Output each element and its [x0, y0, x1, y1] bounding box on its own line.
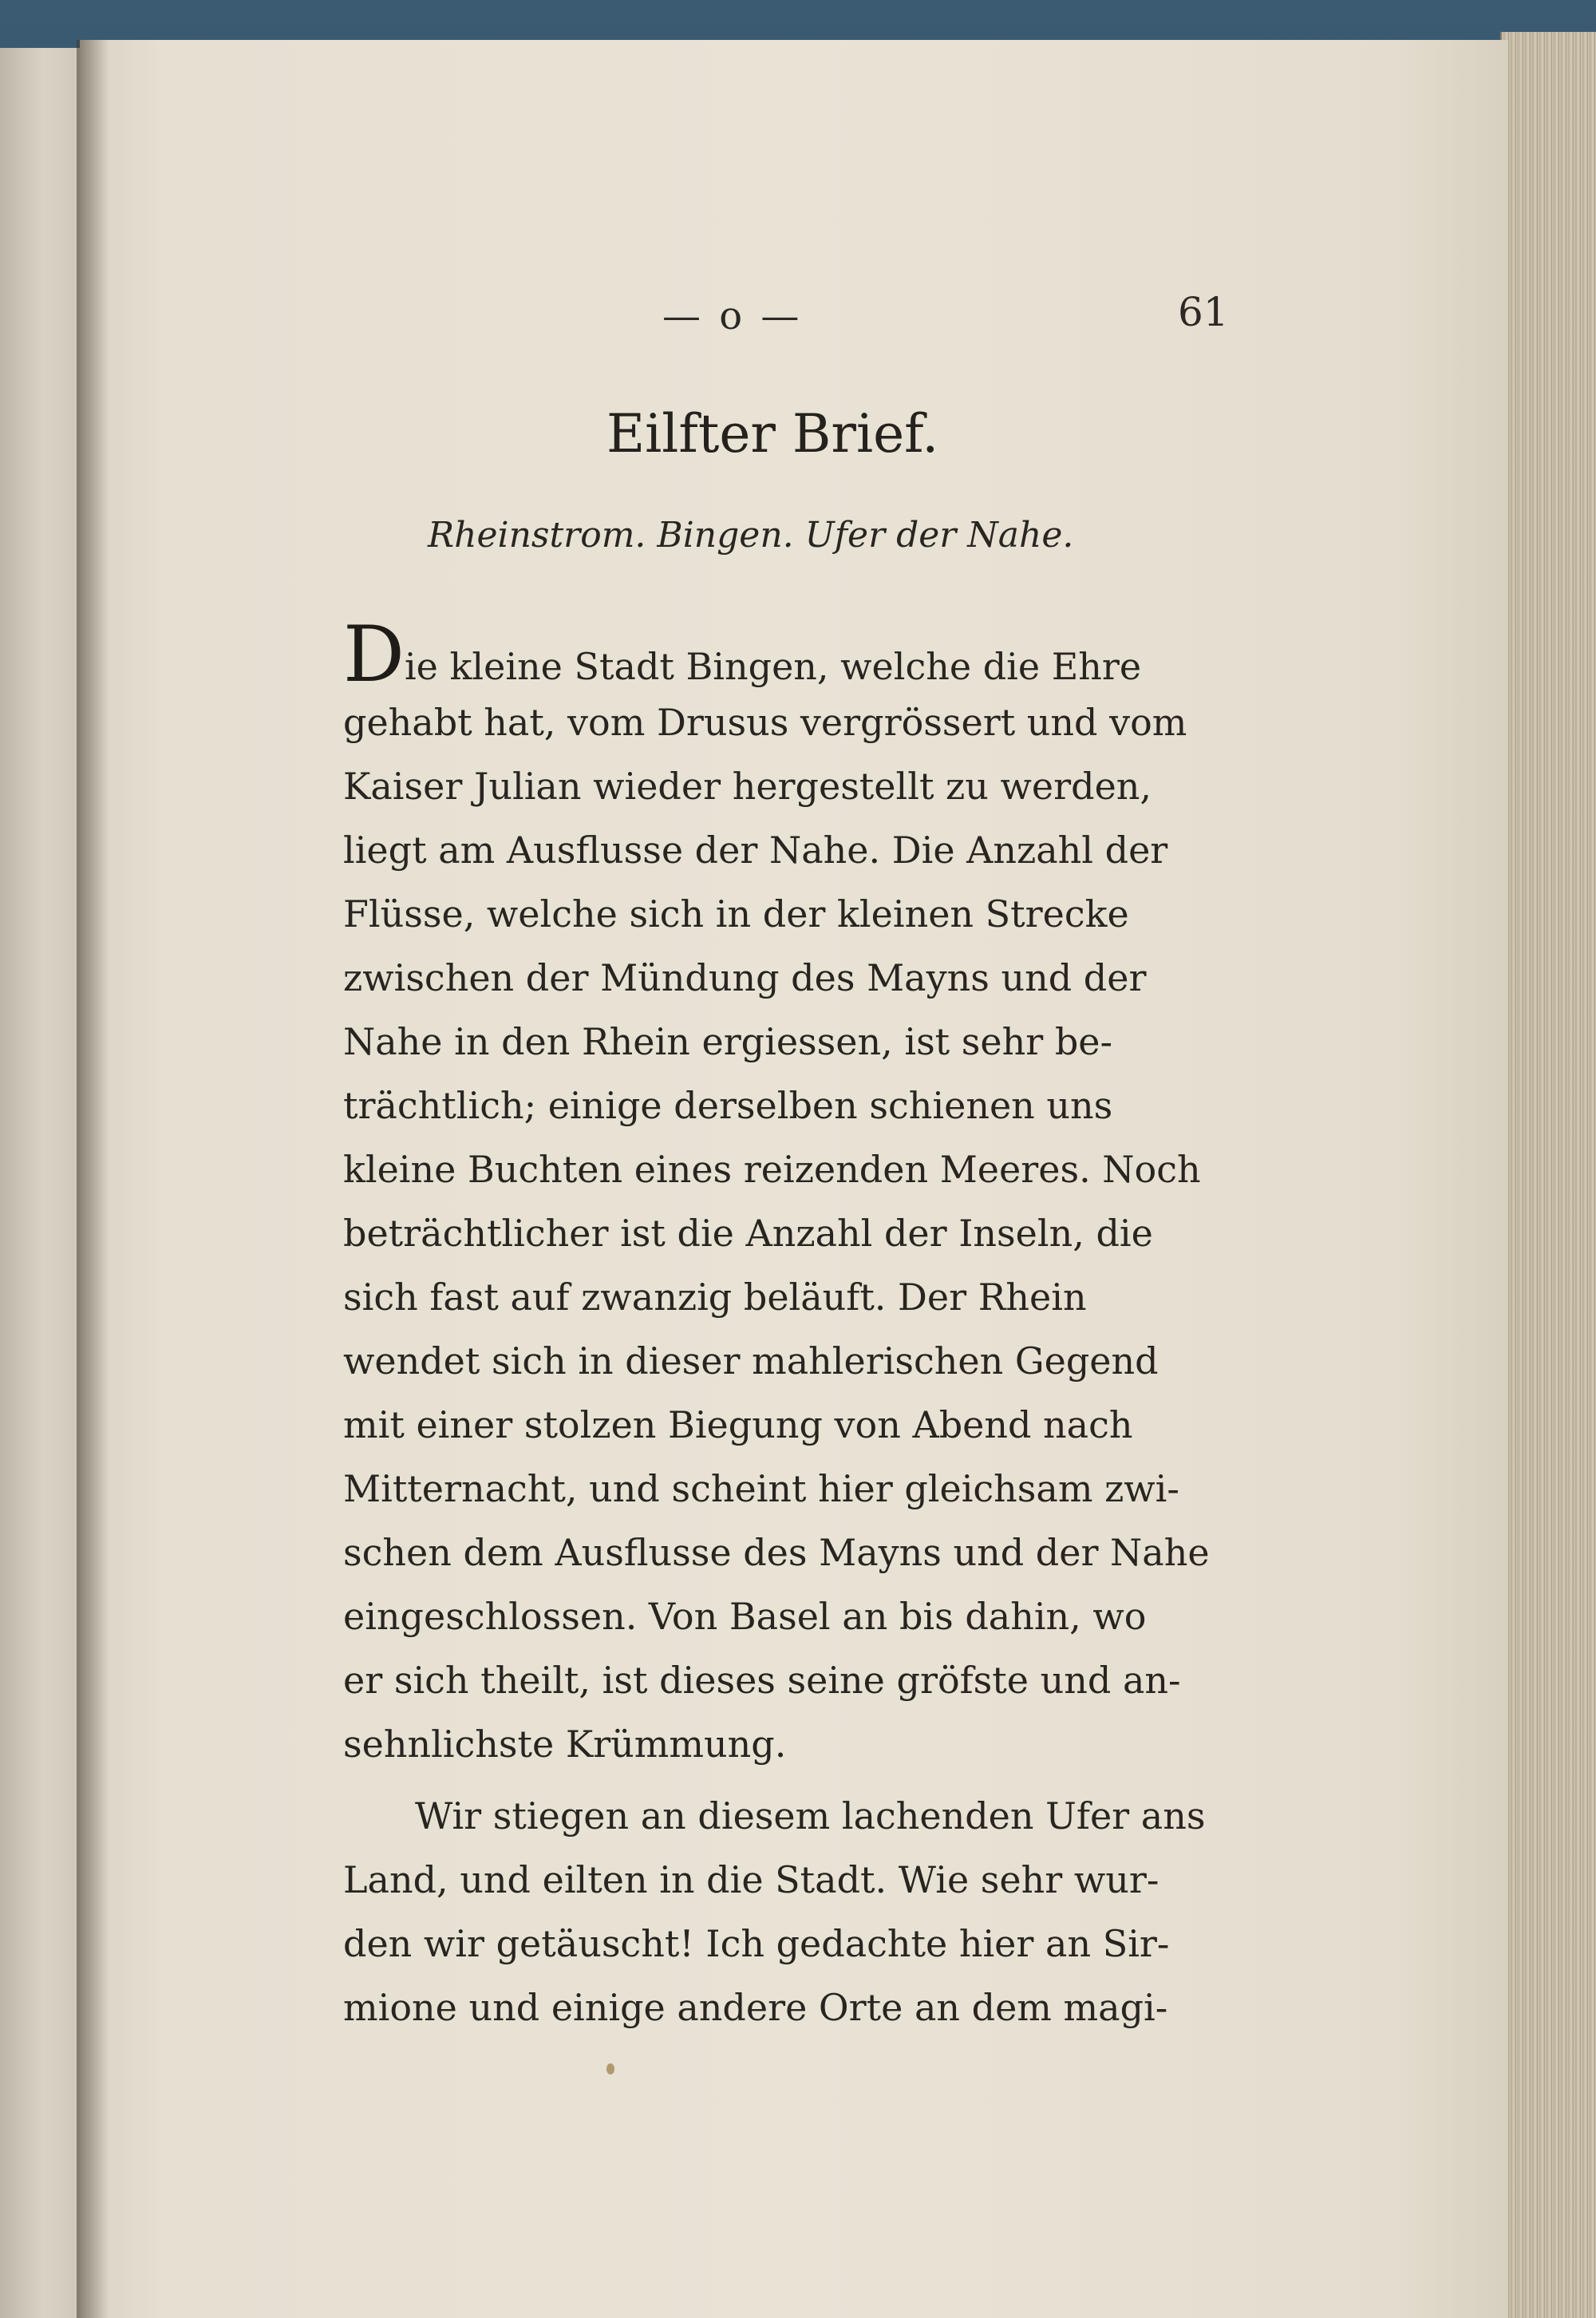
text-line: wendet sich in dieser mahlerischen Gegend: [343, 1339, 1159, 1382]
text-line: zwischen der Mündung des Mayns und der: [343, 956, 1147, 999]
text-line: sehnlichste Krümmung.: [343, 1723, 787, 1766]
text-line: mit einer stolzen Biegung von Abend nach: [343, 1403, 1133, 1446]
ink-speck: [606, 2063, 614, 2075]
paragraph-spacer: [343, 1776, 1261, 1784]
chapter-title: Eilfter Brief.: [606, 403, 939, 465]
text-line: er sich theilt, ist dieses seine gröfste und an-: [343, 1659, 1181, 1702]
text-line: trächtlich; einige derselben schienen uns: [343, 1084, 1113, 1127]
running-head: — o —: [662, 294, 803, 338]
text-line: kleine Buchten eines reizenden Meeres. Noch: [343, 1148, 1201, 1191]
chapter-subtitle: Rheinstrom. Bingen. Ufer der Nahe.: [428, 515, 1074, 556]
text-line: eingeschlossen. Von Basel an bis dahin, wo: [343, 1595, 1147, 1638]
text-line: Land, und eilten in die Stadt. Wie sehr wur-: [343, 1858, 1159, 1901]
gutter-shadow: [77, 40, 109, 2318]
text-line: Kaiser Julian wieder hergestellt zu werden,: [343, 765, 1152, 808]
previous-page-edge: [0, 48, 82, 2318]
text-line: Nahe in den Rhein ergiessen, ist sehr be-: [343, 1020, 1113, 1063]
text-line: schen dem Ausflusse des Mayns und der Nahe: [343, 1531, 1210, 1574]
text-line: Flüsse, welche sich in der kleinen Strecke: [343, 892, 1129, 936]
page-edges: [1500, 32, 1596, 2318]
page-number: 61: [1178, 289, 1229, 335]
text-line: [343, 610, 1261, 699]
text-line: sich fast auf zwanzig beläuft. Der Rhein: [343, 1276, 1087, 1319]
text-line: Wir stiegen an diesem lachenden Ufer ans: [415, 1794, 1206, 1837]
text-line: gehabt hat, vom Drusus vergrössert und vom: [343, 701, 1187, 744]
text-line: den wir getäuscht! Ich gedachte hier an Sir-: [343, 1922, 1170, 1965]
text-line: liegt am Ausflusse der Nahe. Die Anzahl der: [343, 829, 1168, 872]
text-line-content: ie kleine Stadt Bingen, welche die Ehre: [404, 645, 1142, 688]
book-page: [80, 40, 1508, 2318]
drop-cap: D: [343, 610, 405, 699]
text-line: Mitternacht, und scheint hier gleichsam zwi-: [343, 1467, 1179, 1510]
body-text: [343, 610, 1261, 2039]
text-line: beträchtlicher ist die Anzahl der Inseln, die: [343, 1212, 1153, 1255]
page-content: [80, 40, 1508, 2318]
text-line: mione und einige andere Orte an dem magi-: [343, 1986, 1168, 2029]
